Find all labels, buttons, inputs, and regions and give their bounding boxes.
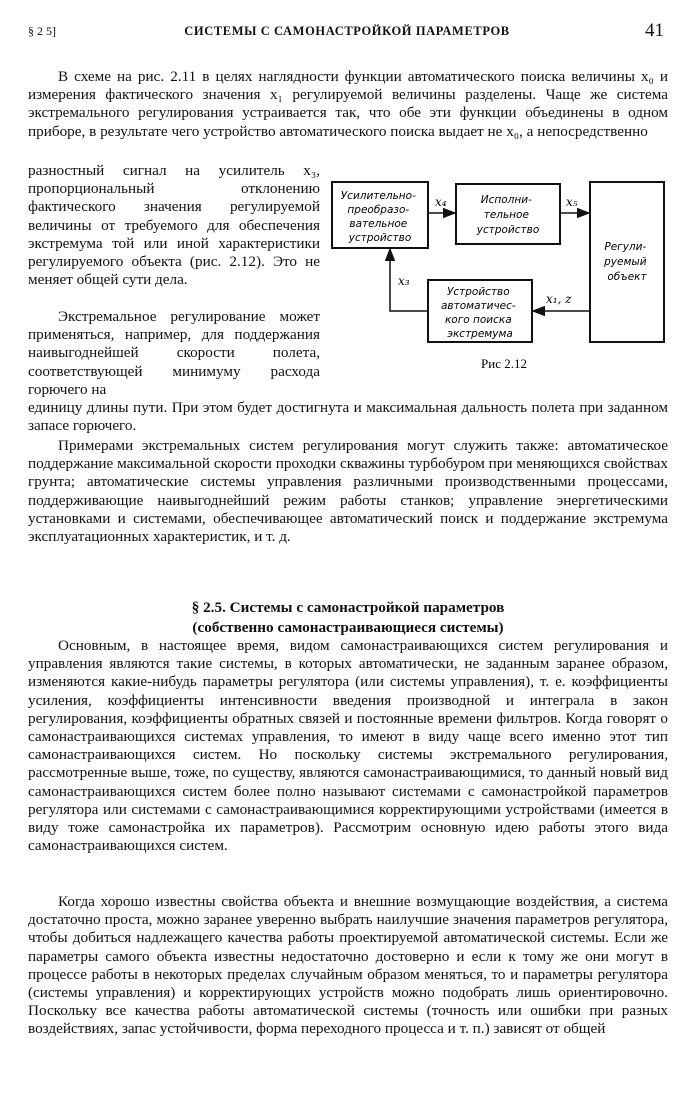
paragraph-4 (28, 637, 668, 855)
paragraph-4-text: Основным, в настоящее время, видом самонастраивающихся систем регулирования и управления являются такие системы, в которых автоматически, не заданным заранее образом, изменяются какие-нибудь параметры регулятора (или системы управления), т. е. коэффициенты усиления, коэффициенты интенсивности введения производной и интеграла в закон регулирования, коэффициенты обратных связей и постоянные времени фильтров. Когда говорят о самонастраивающихся системах управления, то имеют в виду чаще всего именно этот тип самонастраивающихся систем. Но поскольку системы экстремального регулирования, рассмотренные выше, тоже, по существу, являются самонастраивающимися, то данный новый вид самонастраивающихся систем более полно называют системами с самонастройкой параметров регулятора или системами с самонастраивающимися корректирующими устройствами (имеется в виду тоже самонастройка их параметров). Рассмотрим основную идею работы этого вида самонастраивающихся систем. (28, 637, 668, 855)
paragraph-1 (28, 68, 668, 141)
object-line-3: объект (607, 271, 647, 283)
paragraph-3 (28, 437, 668, 546)
amplifier-line-1: Усилительно- (340, 190, 416, 202)
figure-caption: Рис 2.12 (481, 356, 527, 371)
header-title: СИСТЕМЫ С САМОНАСТРОЙКОЙ ПАРАМЕТРОВ (184, 24, 510, 38)
paragraph-2-text: Экстремальное регулирование может применяться, например, для поддержания наивыгоднейшей скорости полета, соответствующей минимуму расхода горючего на (28, 308, 320, 398)
section-heading (28, 598, 668, 638)
paragraph-5 (28, 893, 668, 1039)
actuator-line-3: устройство (476, 224, 540, 236)
actuator-line-2: тельное (483, 209, 529, 221)
object-line-1: Регули- (604, 241, 647, 253)
amplifier-line-4: устройство (348, 232, 412, 244)
signal-x4-label: x₄ (435, 195, 447, 209)
running-header (28, 20, 666, 42)
amplifier-label (341, 190, 419, 244)
object-label (603, 241, 650, 283)
figure-2-12-block-diagram (328, 172, 668, 377)
paragraph-1-continued: разностный сигнал на усилитель x₃, пропорциональный отклонению фактического значения регулируемой величины от требуемого для обеспечения экстремума той или иной характеристики регулируемого объекта (рис. 2.12). Это не меняет общей сути дела. (28, 162, 320, 289)
actuator-label (476, 194, 540, 236)
signal-x3-label: x₃ (398, 274, 410, 288)
header-section-ref: § 2 5] (28, 24, 56, 38)
paragraph-3-text: Примерами экстремальных систем регулирования могут служить также: автоматическое поддержание максимальной скорости проходки скважины турбобуром при меняющихся свойствах грунта; автоматические системы управления различными производственными процессами, поддерживающие наивыгоднейший режим работы станков; управление энергетическими установками и системами, обеспечивающее автоматический поиск и поддержание экстремума эксплуатационных характеристик, и т. д. (28, 437, 668, 546)
section-heading-line2: (собственно самонастраивающиеся системы) (192, 619, 504, 636)
search-line-3: кого поиска (444, 314, 512, 326)
search-line-2: автоматичес- (440, 300, 516, 312)
paragraph-2-continued: единицу длины пути. При этом будет достигнута и максимальная дальность полета при заданном запасе горючего. (28, 399, 668, 435)
object-line-2: руемый (604, 256, 647, 268)
page-number: 41 (645, 20, 664, 41)
search-line-4: экстремума (447, 328, 513, 340)
paragraph-5-text: Когда хорошо известны свойства объекта и внешние возмущающие воздействия, а система достаточно проста, можно заранее уверенно выбрать наилучшие значения параметров регулятора, чтобы добиться надлежащего качества работы проектируемой автоматической системы. Если же параметры самого объекта известны недостаточно достоверно и если к тому же они могут в процессе работы в некоторых пределах случайным образом меняться, то и параметры регулятора (системы управления) и корректирующих устройств можно подобрать лишь ориентировочно. Поскольку все качества работы автоматической системы (точность или ошибки при разных воздействиях, запас устойчивости, форма переходного процесса и т. п.) зависят от общей (28, 893, 668, 1038)
paragraph-2 (28, 308, 320, 399)
signal-x1z-label: x₁, z (546, 292, 572, 306)
amplifier-line-2: преобразо- (347, 204, 410, 216)
search-device-label (441, 286, 519, 340)
actuator-line-1: Исполни- (480, 194, 532, 206)
signal-x5-label: x₅ (566, 195, 578, 209)
paragraph-1-text: В схеме на рис. 2.11 в целях наглядности функции автоматического поиска величины x₀ и измерения фактического значения x₁ регулируемой величины разделены. Чаще же система экстремального регулирования устраивается так, что обе эти функции объединены в одном приборе, в результате чего устройство автоматического поиска выдает не x₀, а непосредственно (28, 68, 668, 140)
search-line-1: Устройство (446, 286, 510, 298)
section-heading-line1: § 2.5. Системы с самонастройкой параметров (191, 599, 505, 616)
amplifier-line-3: вательное (349, 218, 408, 230)
